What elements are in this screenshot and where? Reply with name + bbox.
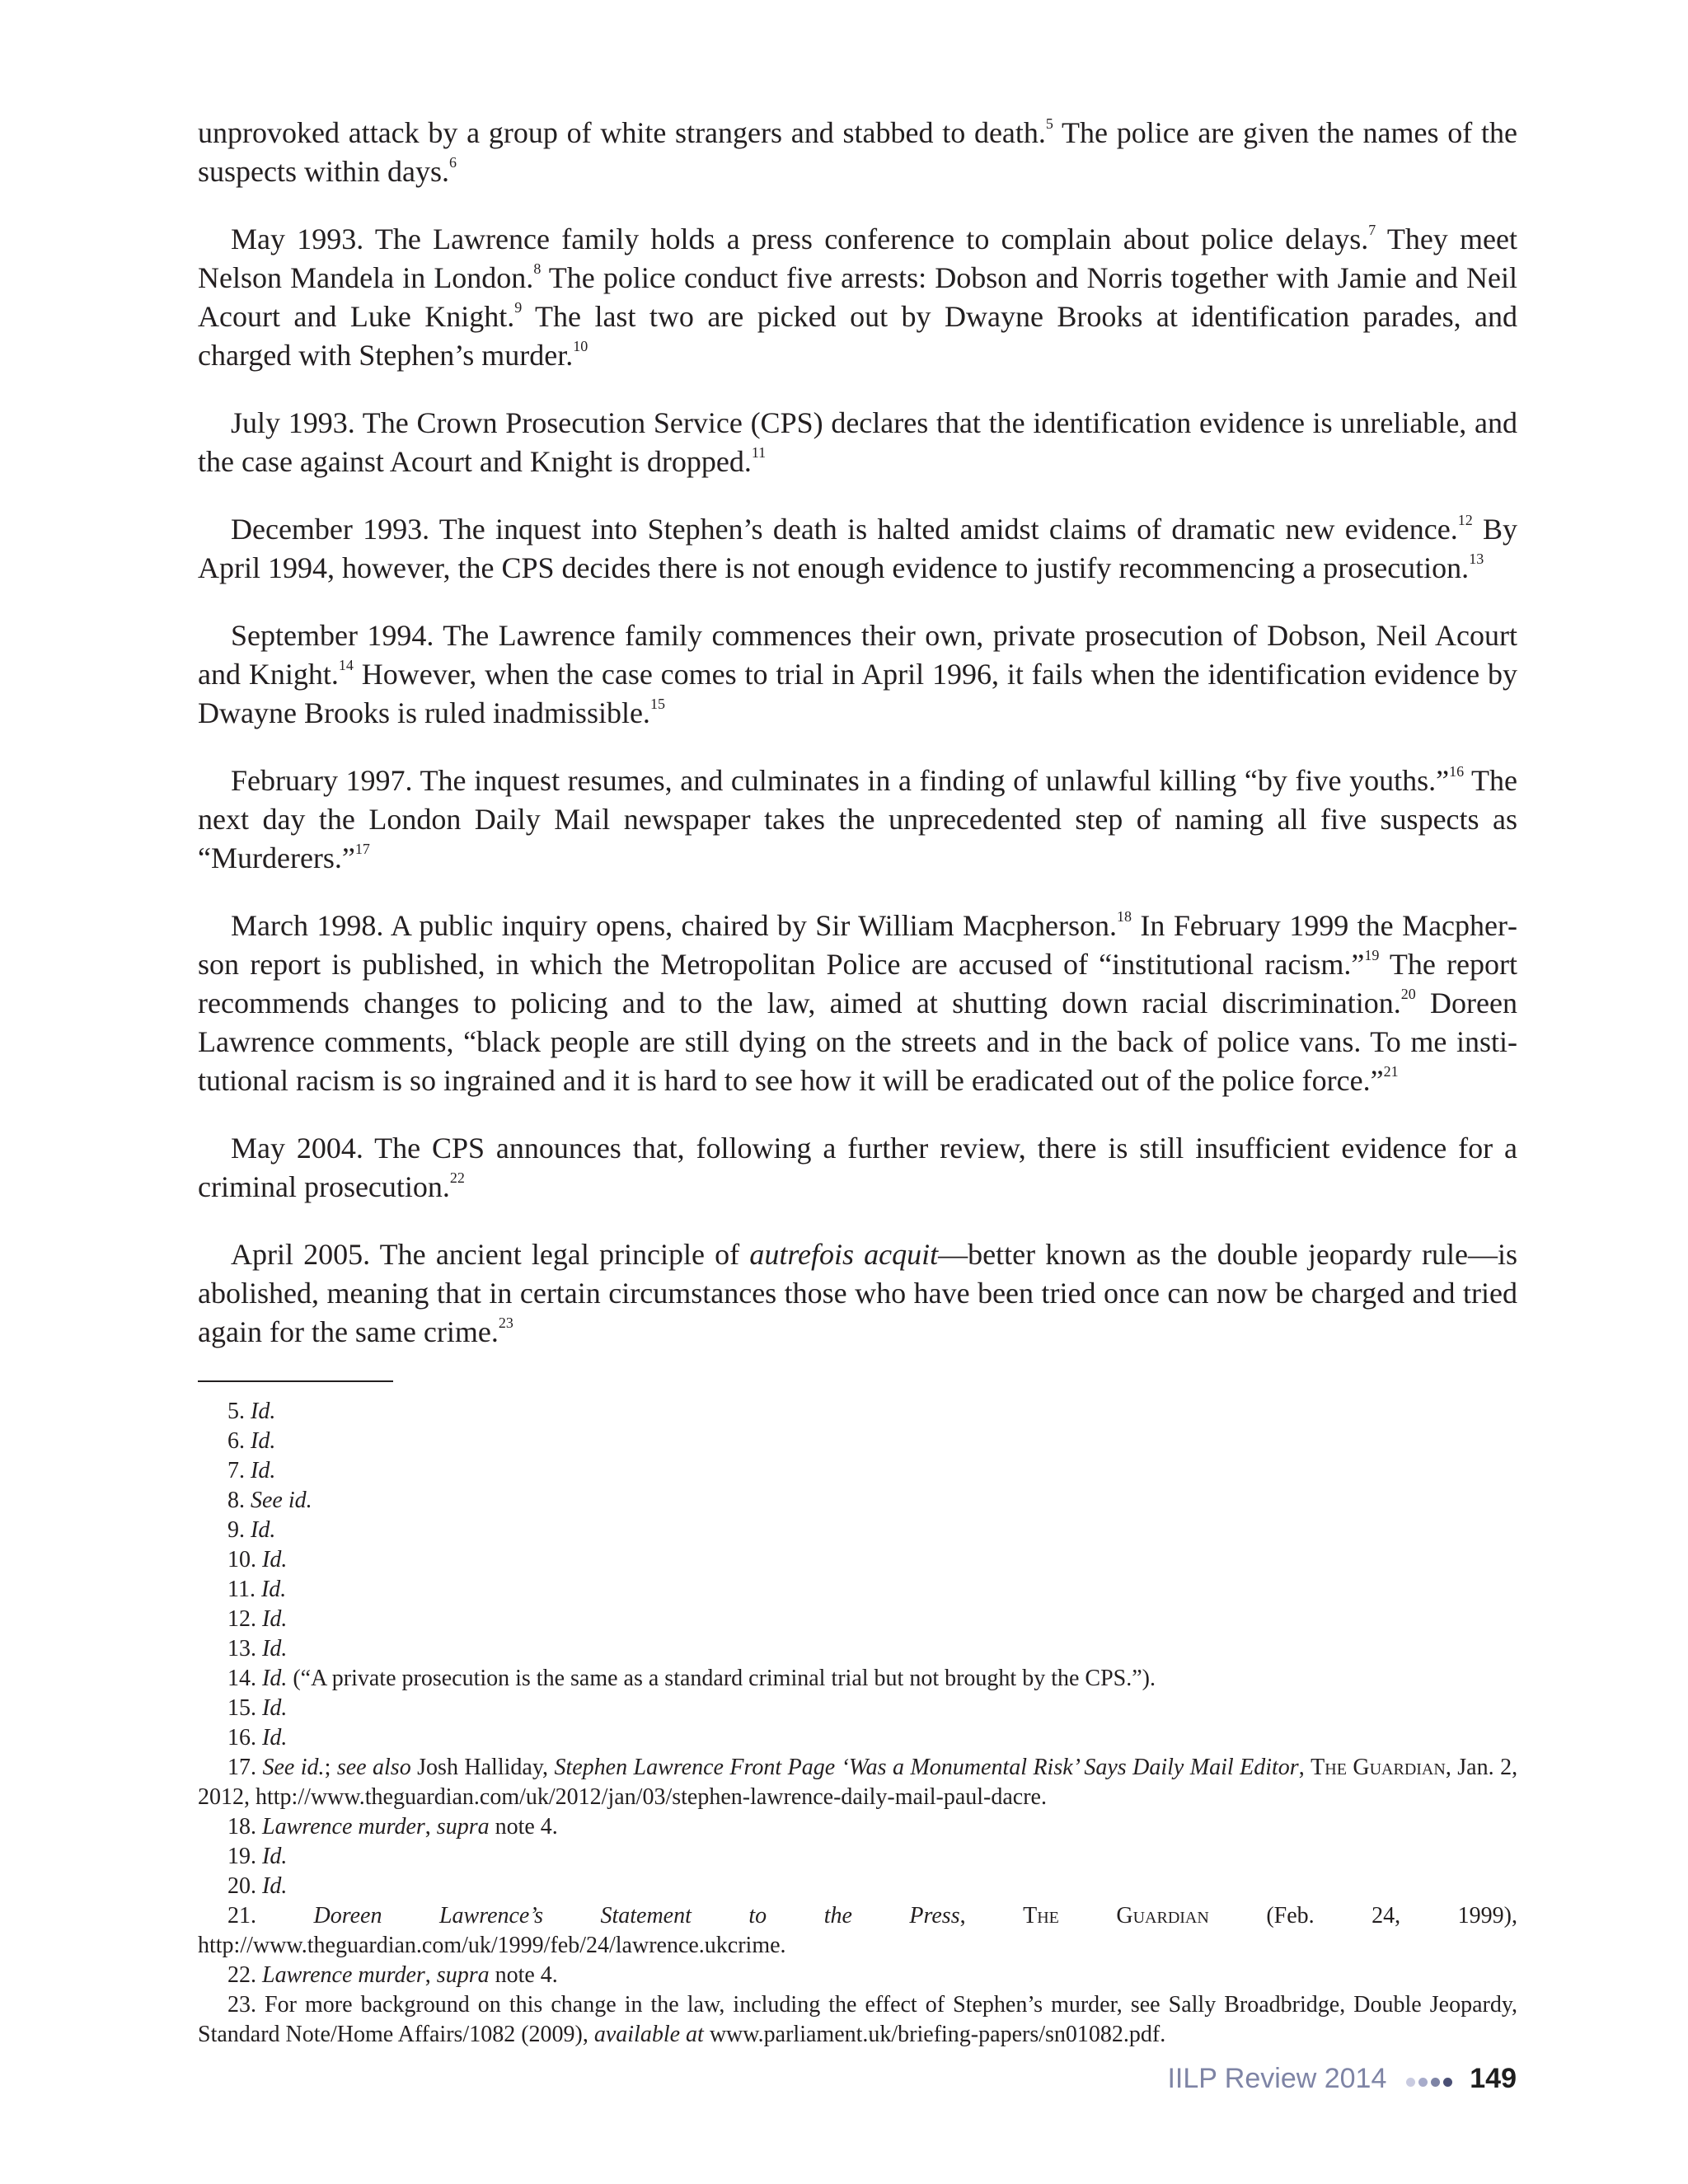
footnote-reference: 11 [751, 444, 767, 461]
text-segment: www.parliament.uk/briefing-papers/sn01082.pdf. [703, 2022, 1166, 2047]
text-segment: 7. [227, 1458, 251, 1483]
italic-text: Stephen Lawrence Front Page ‘Was a Monumental Risk’ Says Daily Mail Editor [554, 1755, 1299, 1780]
text-segment: , [424, 1962, 437, 1988]
italic-text: See id. [262, 1755, 325, 1780]
footnote [198, 1486, 1517, 1516]
text-segment: Doreen Lawrence comments, “black people are still dying on the streets and in the back of police vans. To me institutional racism is so ingrained and it is hard to see how it will be eradicated out of the police force.” [198, 987, 1517, 1097]
footnote-reference: 20 [1400, 986, 1416, 1002]
footnote-reference: 13 [1469, 551, 1484, 567]
italic-text: Id. [262, 1606, 288, 1632]
text-segment: 5. [227, 1399, 251, 1424]
italic-text: Id. [260, 1577, 287, 1602]
footnote [198, 1634, 1517, 1664]
italic-text: Id. [251, 1517, 276, 1543]
text-segment: By April 1994, however, the CPS decides there is not enough evidence to justify recommencing a prosecution. [198, 513, 1518, 584]
text-segment: (“A private prosecution is the same as a standard criminal trial but not brought by the CPS.”). [287, 1666, 1156, 1691]
document-page [198, 114, 1517, 2050]
italic-text: Id. [262, 1873, 288, 1899]
italic-text: Id. [262, 1725, 288, 1750]
footnote [198, 1961, 1517, 1990]
body-text [198, 114, 1517, 1352]
italic-text: Id. [262, 1547, 288, 1572]
body-paragraph [198, 1235, 1517, 1352]
text-segment: , [959, 1903, 1024, 1929]
text-segment: 15. [227, 1695, 262, 1721]
italic-text: Id. [262, 1636, 288, 1661]
footnotes [198, 1397, 1517, 2050]
body-paragraph [198, 907, 1517, 1100]
italic-text: autrefois acquit [749, 1238, 939, 1271]
italic-text: Id. [251, 1428, 276, 1454]
text-segment: 6. [227, 1428, 251, 1454]
text-segment: 16. [227, 1725, 262, 1750]
text-segment: The police are given the names of the suspects within days. [198, 116, 1517, 188]
text-segment: unprovoked attack by a group of white strangers and stabbed to death. [198, 116, 1046, 149]
text-segment: March 1998. A public inquiry opens, chaired by Sir William Macpherson. [231, 909, 1117, 942]
page-number: 149 [1470, 2063, 1517, 2094]
footnote-reference: 22 [449, 1169, 465, 1186]
footnote [198, 1694, 1517, 1723]
footnote [198, 1664, 1517, 1694]
body-paragraph [198, 220, 1517, 375]
text-segment: 14. [227, 1666, 262, 1691]
italic-text: Doreen Lawrence’s Statement to the Press [313, 1903, 960, 1929]
italic-text: supra [436, 1962, 490, 1988]
footnote [198, 1842, 1517, 1872]
body-paragraph [198, 1129, 1517, 1207]
text-segment: The report recommends changes to policing and to the law, aimed at shutting down racial discrimination. [198, 948, 1517, 1019]
italic-text: Id. [251, 1399, 276, 1424]
text-segment: Josh Halliday, [410, 1755, 555, 1780]
italic-text: Lawrence murder [262, 1814, 425, 1840]
text-segment: 11. [227, 1577, 261, 1602]
text-segment: The last two are picked out by Dwayne Brooks at identification parades, and charged with Stephen’s murder. [198, 300, 1517, 372]
text-segment: May 1993. The Lawrence family holds a press conference to complain about police delays. [231, 223, 1369, 255]
footnote [198, 1753, 1517, 1812]
dot-icon [1418, 2078, 1428, 2087]
text-segment: 17. [227, 1755, 263, 1780]
dot-icon [1431, 2078, 1440, 2087]
text-segment: 18. [227, 1814, 262, 1840]
text-segment: 23. For more background on this change in the law, including the effect of Stephen’s murder, see Sally Broadbridge, Double Jeopardy, Standard Note/Home Affairs/1082 (2009), [198, 1992, 1517, 2047]
footnote-separator [198, 1380, 393, 1382]
text-segment: 13. [227, 1636, 262, 1661]
footnote-reference: 15 [649, 696, 665, 712]
italic-text: see also [336, 1755, 411, 1780]
text-segment: May 2004. The CPS announces that, following a further review, there is still insufficient evidence for a criminal prosecution. [198, 1132, 1517, 1203]
italic-text: Id. [262, 1666, 288, 1691]
body-paragraph [198, 762, 1517, 878]
body-paragraph [198, 114, 1517, 191]
footnote-reference: 8 [533, 260, 542, 277]
body-paragraph [198, 616, 1517, 733]
text-segment: , [424, 1814, 437, 1840]
footnote [198, 1456, 1517, 1486]
footnote-reference: 10 [573, 338, 588, 354]
italic-text: Id. [251, 1458, 276, 1483]
footnote-reference: 18 [1117, 908, 1132, 925]
text-segment: note 4. [489, 1962, 558, 1988]
footnote [198, 1516, 1517, 1545]
footnote [198, 1427, 1517, 1456]
footnote [198, 1872, 1517, 1901]
footer-dots-ornament [1404, 2064, 1454, 2097]
small-caps-text: The Guardian [1311, 1755, 1446, 1780]
text-segment: September 1994. The Lawrence family commences their own, private prosecution of Dobson, Neil Acourt and Knight. [198, 619, 1517, 691]
text-segment: note 4. [489, 1814, 558, 1840]
footnote-reference: 9 [514, 299, 523, 316]
footnote [198, 1723, 1517, 1753]
dot-icon [1406, 2078, 1415, 2087]
footnote [198, 1545, 1517, 1575]
text-segment: 12. [227, 1606, 262, 1632]
text-segment: ; [324, 1755, 337, 1780]
footnote-reference: 19 [1364, 947, 1380, 963]
italic-text: See id. [251, 1488, 312, 1513]
text-segment: February 1997. The inquest resumes, and culminates in a finding of unlawful killing “by five youths.” [231, 764, 1450, 797]
text-segment: 21. [227, 1903, 314, 1929]
footnote [198, 1990, 1517, 2050]
italic-text: supra [436, 1814, 490, 1840]
footnote [198, 1901, 1517, 1961]
footnote-reference: 7 [1368, 222, 1376, 238]
body-paragraph [198, 404, 1517, 481]
text-segment: —better known as the double jeopardy rule—is abolished, meaning that in certain circumstances those who have been tried once can now be charged and tried again for the same crime. [198, 1238, 1517, 1348]
text-segment: July 1993. The Crown Prosecution Service (CPS) declares that the identification evidence is unreliable, and the case against Acourt and Knight is dropped. [198, 406, 1517, 478]
text-segment: , [1298, 1755, 1311, 1780]
text-segment: The police conduct five arrests: Dobson and Norris together with Jamie and Neil Acourt and Luke Knight. [198, 261, 1517, 333]
footnote-reference: 21 [1383, 1063, 1399, 1080]
italic-text: Id. [262, 1844, 288, 1869]
footnote [198, 1397, 1517, 1427]
footnote-reference: 12 [1457, 512, 1473, 528]
footnote-reference: 6 [448, 154, 457, 171]
text-segment: December 1993. The inquest into Stephen’s death is halted amidst claims of dramatic new evidence. [231, 513, 1458, 546]
italic-text: available at [593, 2022, 704, 2047]
text-segment: 8. [227, 1488, 251, 1513]
text-segment: They meet Nelson Mandela in London. [198, 223, 1518, 294]
text-segment: 10. [227, 1547, 262, 1572]
italic-text: Lawrence murder [262, 1962, 425, 1988]
body-paragraph [198, 510, 1517, 588]
text-segment: 19. [227, 1844, 262, 1869]
small-caps-text: The Guardian [1023, 1903, 1209, 1929]
text-segment: (Feb. 24, 1999), http://www.theguardian.com/uk/1999/feb/24/lawrence.ukcrime. [198, 1903, 1518, 1958]
page-footer [1167, 2062, 1517, 2097]
footnote [198, 1605, 1517, 1634]
text-segment: 20. [227, 1873, 262, 1899]
footnote [198, 1575, 1517, 1605]
text-segment: However, when the case comes to trial in April 1996, it fails when the identification evidence by Dwayne Brooks is ruled inadmissible. [198, 658, 1517, 729]
footnote-reference: 5 [1045, 115, 1053, 132]
text-segment: 9. [227, 1517, 251, 1543]
footnote-reference: 23 [498, 1315, 513, 1331]
journal-title: IILP Review 2014 [1167, 2063, 1387, 2094]
text-segment: , Jan. 2, 2012, http://www.theguardian.com/uk/2012/jan/03/stephen-lawrence-daily-mail-paul-dacre. [198, 1755, 1518, 1810]
footnote-reference: 16 [1449, 763, 1465, 780]
footnote-reference: 14 [338, 657, 354, 673]
text-segment: April 2005. The ancient legal principle of [231, 1238, 750, 1271]
text-segment: In February 1999 the Macpherson report is published, in which the Metropolitan Police are accused of “institutional racism.” [198, 909, 1518, 981]
footnote-reference: 17 [354, 841, 370, 857]
text-segment: The next day the London Daily Mail newspaper takes the unprecedented step of naming all five suspects as “Murderers.” [198, 764, 1517, 874]
text-segment: 22. [227, 1962, 262, 1988]
dot-icon [1443, 2078, 1452, 2087]
footnote [198, 1812, 1517, 1842]
italic-text: Id. [262, 1695, 288, 1721]
